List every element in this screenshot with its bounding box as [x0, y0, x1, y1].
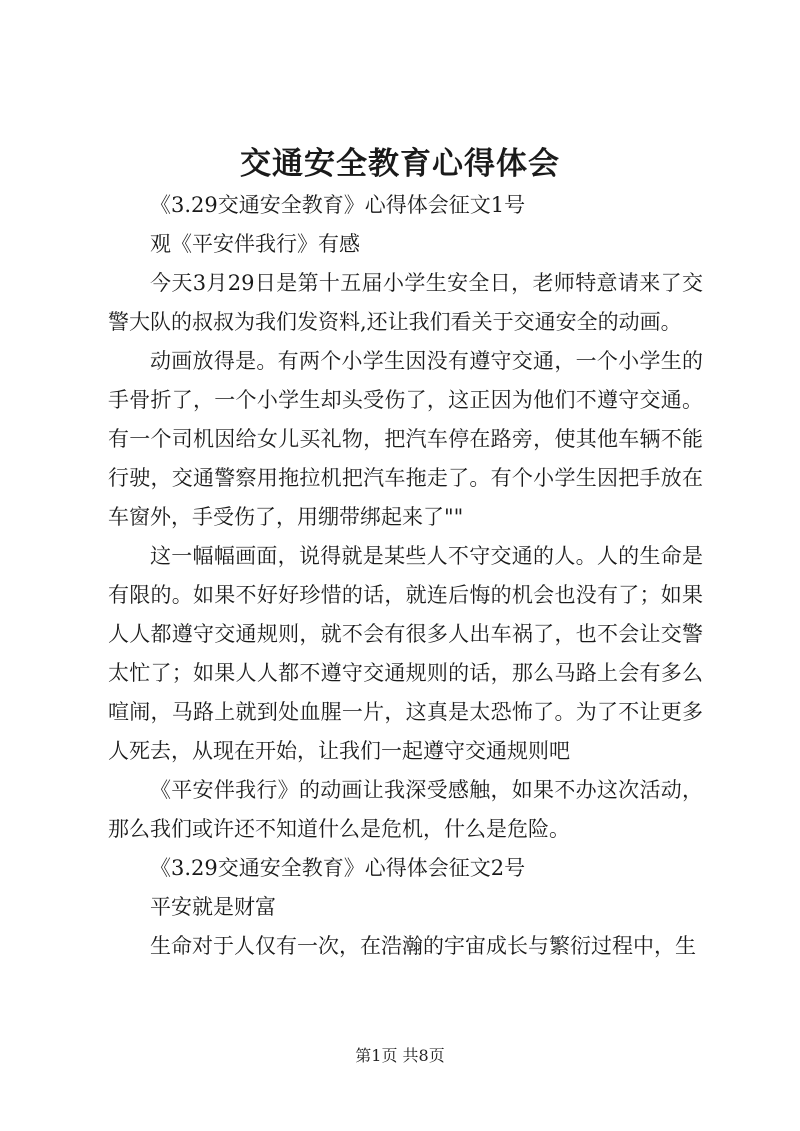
document-body	[108, 186, 703, 966]
essay-subtitle-1: 观《平安伴我行》有感	[150, 232, 360, 256]
body-paragraph: 《平安伴我行》的动画让我深受感触，如果不办这次活动，那么我们或许还不知道什么是危机，什么是危险。	[108, 778, 703, 841]
page-number-footer: 第1页 共8页	[355, 1046, 445, 1065]
essay-subtitle-2: 平安就是财富	[150, 895, 276, 919]
essay-heading-2: 《3.29交通安全教育》心得体会征文2号	[150, 856, 526, 880]
body-paragraph: 这一幅幅画面，说得就是某些人不守交通的人。人的生命是有限的。如果不好好珍惜的话，就连后悔的机会也没有了；如果人人都遵守交通规则，就不会有很多人出车祸了，也不会让交警太忙了；如果人人都不遵守交通规则的话，那么马路上会有多么喧闹，马路上就到处血腥一片，这真是太恐怖了。为了不让更多人死去，从现在开始，让我们一起遵守交通规则吧	[108, 544, 703, 763]
body-paragraph: 生命对于人仅有一次，在浩瀚的宇宙成长与繁衍过程中，生	[150, 934, 696, 958]
document-title: 交通安全教育心得体会	[240, 146, 560, 182]
essay-heading-1: 《3.29交通安全教育》心得体会征文1号	[150, 193, 526, 217]
body-paragraph: 今天3月29日是第十五届小学生安全日，老师特意请来了交警大队的叔叔为我们发资料,还让我们看关于交通安全的动画。	[108, 271, 703, 334]
body-paragraph: 动画放得是。有两个小学生因没有遵守交通，一个小学生的手骨折了，一个小学生却头受伤了，这正因为他们不遵守交通。有一个司机因给女儿买礼物，把汽车停在路旁，使其他车辆不能行驶，交通警察用拖拉机把汽车拖走了。有个小学生因把手放在车窗外，手受伤了，用绷带绑起来了""	[108, 349, 703, 529]
